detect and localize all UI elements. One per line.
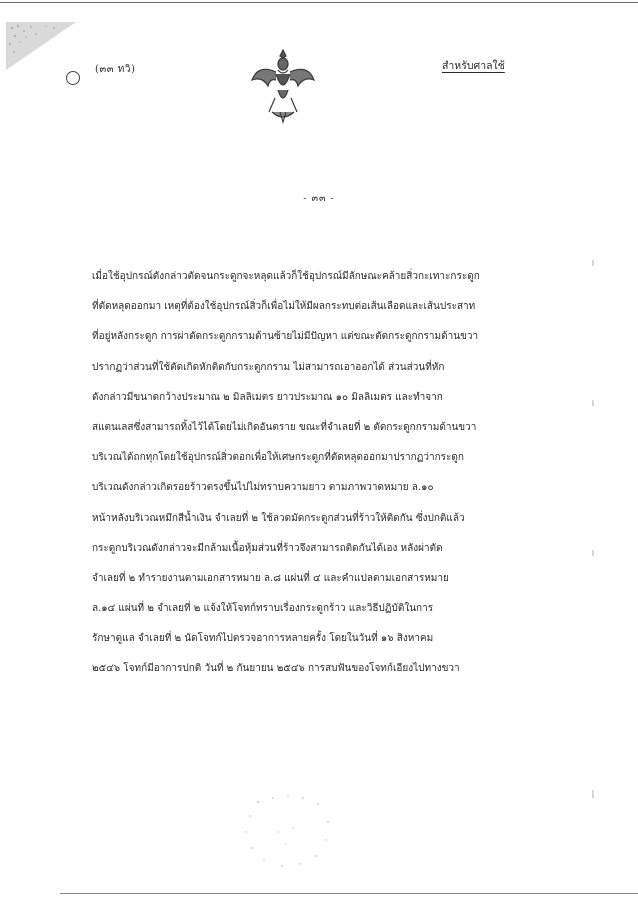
body-line: บริเวณได้ถกทุกโดยใช้อุปกรณ์สิ่วตอกเพื่อให้เศษกระดูกที่ตัดหลุดออกมาปรากฏว่ากระดูก: [92, 452, 464, 464]
document-body: [92, 262, 512, 685]
body-line: สแตนเลสซึ่งสามารถทิ้งไว้ได้โดยไม่เกิดอันตราย ขณะที่จำเลยที่ ๒ ตัดกระดูกกรามด้านขวา: [92, 421, 477, 433]
garuda-emblem-icon: [248, 46, 318, 126]
body-line: ที่อยู่หลังกระดูก การผ่าตัดกระดูกกรามด้านซ้ายไม่มีปัญหา แต่ขณะตัดกระดูกกรามด้านขวา: [92, 331, 479, 343]
court-use-label: สำหรับศาลใช้: [442, 60, 505, 72]
body-line: หน้าหลังบริเวณหมึกสีน้ำเงิน จำเลยที่ ๒ ใช้ลวดมัดกระดูกส่วนที่ร้าวให้ติดกัน ซึ่งปกติแล้ว: [92, 512, 465, 524]
body-line: ล.๑๔ แผ่นที่ ๒ จำเลยที่ ๒ แจ้งให้โจทก์ทราบเรื่องกระดูกร้าว และวิธีปฏิบัติในการ: [92, 603, 434, 615]
body-line: ที่ตัดหลุดออกมา เหตุที่ต้องใช้อุปกรณ์สิ่วก็เพื่อไม่ให้มีผลกระทบต่อเส้นเลือดและเส้นประสาท: [92, 301, 476, 313]
body-line: บริเวณดังกล่าวเกิดรอยร้าวตรงขึ้นไปไม่ทราบความยาว ตามภาพวาดหมาย ล.๑๐: [92, 482, 434, 494]
top-border-line: [0, 2, 638, 3]
margin-scan-marks: [588, 250, 598, 810]
faint-seal-stamp: [238, 792, 348, 872]
punch-hole-icon: [66, 71, 80, 85]
body-line: ๒๕๔๖ โจทก์มีอาการปกติ วันที่ ๒ กันยายน ๒๕๔๖ การสบฟันของโจทก์เอียงไปทางขวา: [92, 663, 460, 675]
body-line: ปรากฏว่าส่วนที่ใช้ตัดเกิดหักติดกับกระดูกกราม ไม่สามารถเอาออกได้ ส่วนส่วนที่หัก: [92, 361, 445, 373]
body-line: ดังกล่าวมีขนาดกว้างประมาณ ๒ มิลลิเมตร ยาวประมาณ ๑๐ มิลลิเมตร และทำจาก: [92, 391, 443, 403]
page-number: - ๓๓ -: [303, 193, 335, 204]
body-line: จำเลยที่ ๒ ทำรายงานตามเอกสารหมาย ล.๘ แผ่นที่ ๔ และคำแปลตามเอกสารหมาย: [92, 572, 449, 584]
bottom-border-line: [60, 893, 638, 894]
body-line: รักษาดูแล จำเลยที่ ๒ นัดโจทก์ไปตรวจอาการหลายครั้ง โดยในวันที่ ๑๖ สิงหาคม: [92, 633, 434, 645]
body-line: เมื่อใช้อุปกรณ์ดังกล่าวตัดจนกระดูกจะหลุดแล้วก็ใช้อุปกรณ์มีลักษณะคล้ายสิ่วกะเทาะกระดูก: [92, 271, 480, 282]
document-number: (๓๓ ทวิ): [95, 64, 136, 75]
body-line: กระดูกบริเวณดังกล่าวจะมีกล้ามเนื้อหุ้มส่วนที่ร้าวจึงสามารถติดกันได้เอง หลังผ่าตัด: [92, 542, 443, 554]
scan-corner-artifact: [6, 22, 76, 72]
